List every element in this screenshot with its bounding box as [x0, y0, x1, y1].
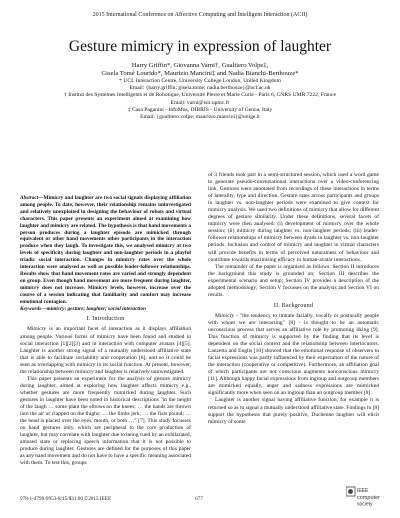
section-heading-introduction: I. Introduction [86, 316, 125, 323]
isbn-footer: 978-1-4799-9953-8/15/$31.00 ©2015 IEEE [20, 496, 112, 502]
background-paragraph-1: Mimicry - "the tendency to imitate facially, vocally or posturally people with whom we are interacting" [8] - is thought to be an automatic unconscious process that serves an affiliative role by promoting liking [9]. This function of mimicry is supported by the finding that its level is dependent on the social context and the relationship between interlocutors. Lanzetta and Englis [10] showed that the emotional response of observers to facial expressions was partly influenced by their expectation of the nature of the interaction (cooperative or competitive). Furthermore, an affiliation goal of which participants are not conscious augments nonconscious mimicry [11]. Although happy facial expressions from ingroup and outgroup members are mimicked equally, anger and sadness expressions are mimicked significantly more when seen on an ingroup than an outgroup member [8]. [208, 312, 379, 397]
affiliation-1: * UCL Interaction Centre, University College London, United Kingdom [119, 78, 281, 84]
logo-text-ieee: IEEE [357, 488, 369, 494]
introduction-organisation: The remainder of the paper is organised as follows: Section II introduces the background this study is grounded on; Section III describes the experimental scenario and setup; Section IV provides a description of the adopted methodology; Section V focusses on the analysis and Section VI on results. [208, 263, 379, 298]
right-column [208, 172, 379, 426]
abstract [20, 195, 191, 306]
logo-text-society: society [357, 501, 373, 508]
section-heading-background: II. Background [273, 302, 314, 309]
affiliation-3-email: Email: {gualtiero.volpe; maurizio.mancini}@unige.it [140, 114, 260, 121]
conference-header: 2015 International Conference on Affective Computing and Intelligent Interaction (ACII) [92, 12, 308, 18]
logo-text-computer: computer [357, 495, 380, 501]
keywords-text: —mimicry; gesture; laughter; social interaction [41, 305, 146, 312]
abstract-label: Abstract [20, 195, 39, 201]
abstract-text: —Mimicry and laughter are two social signals displaying affiliation among people. To date, however, their relationship remains uninvestigated and relatively unexploited in designing the behaviour of robots and virtual characters. This paper presents an experiment aimed at examining how laughter and mimicry are related. The hypothesis is that hand movements a person produces during a laughter episode are mimicked through equivalent or other hand movements other participants in the interaction produce when they laugh. To investigate this, we analysed mimicry at two levels of specificity during laughter and non-laughter periods in a playful triadic social interaction. Changes in mimicry rates over the whole interaction were analysed as well as possible leader-follower relationships. Results show that hand movement rates are varied and strongly dependent on group. Even though hand movement are more frequent during laughter, mimicry does not increase. Mimicry levels, however, increase over the course of a session indicating that familiarity and comfort may increase emotional contagion. [20, 195, 191, 305]
introduction-continued: of 3 friends took part in a semi-structured session, which used a word game to generate pseudo-conversational interactions over a video-conferencing link. Gestures were annotated from recordings of these interactions in terms of laterality, type and direction. Gesture rates across participants and groups in laughter vs. non-laughter periods were examined to give context for mimicry analysis. We used two definitions of mimicry that allow for different degrees of gesture similarity. Under these definitions, several facets of mimicry were then analysed: (i) development of mimicry over the whole session; (ii) mimicry during laughter vs. non-laughter periods; (iii) leader-follower relationships of mimicry between dyads in laughter vs. non-laughter periods. Inclusion and control of mimicry and laughter in virtual characters will provide benefits in terms of perceived naturalness of behaviour and contribute towards maximising efficacy in human-avatar interactions. [208, 172, 379, 263]
page-number: 677 [195, 496, 203, 502]
introduction-paragraph-1: Mimicry is an important facet of interaction as it displays affiliation among people. Various forms of mimicry have been found and studied in social interaction [1][2][3] and in interaction with computer avatars [4][5]. Laughter is another strong signal of a mutually understood affiliative state that is able to facilitate sociability and cooperation [6], and so it could be seen as overlapping with mimicry in its social function. At present, however, the relationship between mimicry and laughter is relatively uninvestigated. [20, 326, 191, 375]
affiliation-2: † Institut des Systèmes Intelligents et de Robotique, Université Pierre et Marie Curie - Paris 6, CNRS UMR 7222, France [64, 92, 336, 99]
keywords-label: Keywords [20, 305, 42, 312]
background-paragraph-2: Laughter is another signal having affiliative function, for example it is returned so as to signal a mutually understood affiliative state. Findings in [8] support the hypothesis that purely positive, Duchenne laughter will elicit mimicry of some [208, 397, 379, 425]
affiliation-2-email: Email: varni@isir.upmc.fr [170, 99, 230, 106]
authors-line-1: Harry Griffin*, Giovanna Varni†, Gualtiero Volpe‡, [131, 62, 269, 69]
paper-title: Gesture mimicry in expression of laughter [68, 38, 332, 55]
left-column [20, 195, 191, 467]
ieee-computer-society-logo [346, 486, 384, 508]
introduction-paragraph-2: This paper presents an experiment for the analysis of gesture mimicry during laughter, aimed at exploring how laughter affects mimicry e.g., whether gestures are more frequently mimicked during laughter. Such gestures in laughter have been noted in historical descriptions "in the height of the laugh … some plant the elbows on the knees; … the hands are thrown into the air or clapped on the thighs; … the limbs jerk; … the fists pound; … the head is placed over the eyes, mouth, or both …" [7]. This study focusses on hand gestures only, which are peripheral to the core production of laughter, but may correlate with laughter due to being cued by an exhilarated, amused state or replacing speech information that it is not possible to produce during laughter. Gestures are defined for the purposes of this paper as any hand movement and do not have to have a specific meaning associated with them. To test this, groups [20, 375, 191, 467]
affiliation-3: ‡ Casa Paganini - InfoMus, DIBRIS - University of Genoa, Italy [127, 106, 273, 113]
affiliation-1-email: Email: {harry.griffin; gisela.tome; nadia.berthouze}@ucl.ac.uk [129, 85, 271, 92]
keywords [20, 306, 191, 313]
authors-line-2: Gisela Tomé Lourido*, Maurizio Mancini‡ and Nadia Bianchi-Berthouze* [101, 70, 299, 77]
author-affiliations [40, 62, 360, 121]
